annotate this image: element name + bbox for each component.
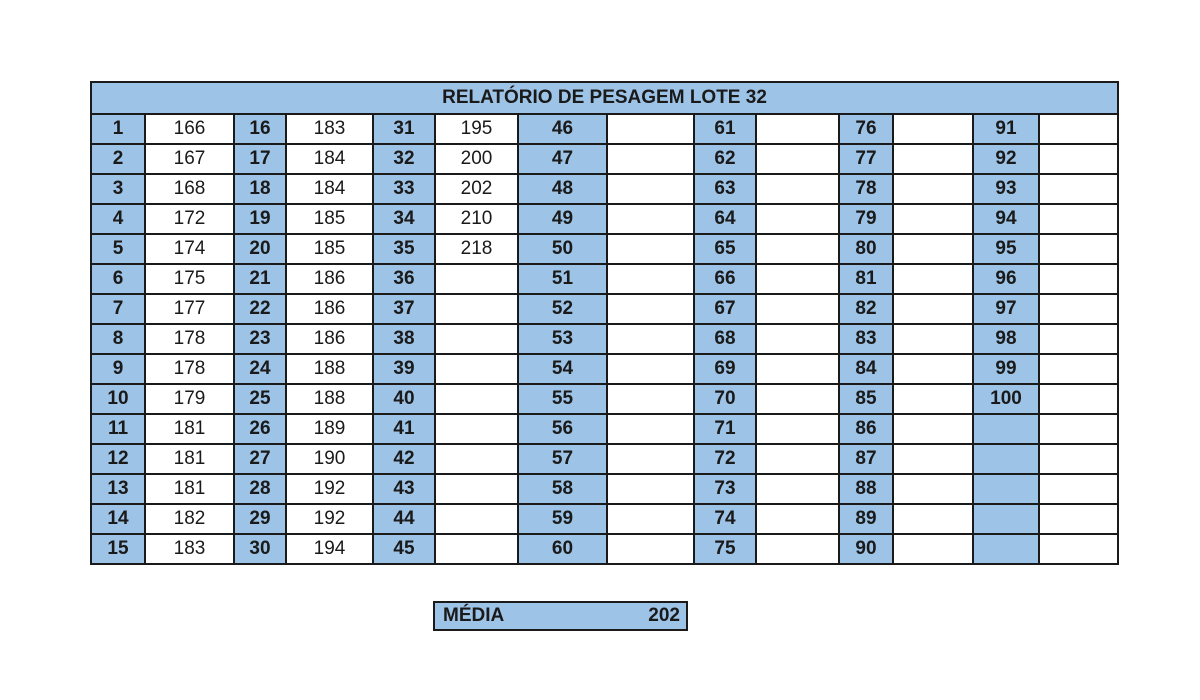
animal-number-cell: 25 (234, 384, 286, 414)
weight-value-cell (1039, 294, 1118, 324)
weight-value-cell (893, 264, 973, 294)
weight-value-cell: 181 (145, 444, 234, 474)
weight-value-cell: 200 (435, 144, 518, 174)
animal-number-cell: 68 (694, 324, 756, 354)
weight-value-cell: 167 (145, 144, 234, 174)
weight-value-cell (893, 444, 973, 474)
weight-value-cell: 188 (286, 354, 373, 384)
animal-number-cell: 80 (839, 234, 893, 264)
table-row (91, 474, 1118, 504)
weight-value-cell: 184 (286, 144, 373, 174)
animal-number-cell: 16 (234, 114, 286, 144)
weight-value-cell: 194 (286, 534, 373, 564)
table-row (91, 534, 1118, 564)
weight-value-cell (435, 534, 518, 564)
weight-value-cell (1039, 264, 1118, 294)
weight-value-cell (893, 204, 973, 234)
animal-number-cell: 83 (839, 324, 893, 354)
animal-number-cell: 60 (518, 534, 607, 564)
animal-number-cell: 84 (839, 354, 893, 384)
animal-number-cell: 61 (694, 114, 756, 144)
animal-number-cell: 40 (373, 384, 435, 414)
animal-number-cell: 42 (373, 444, 435, 474)
weight-value-cell (1039, 354, 1118, 384)
animal-number-cell (973, 504, 1039, 534)
weight-value-cell: 179 (145, 384, 234, 414)
weight-value-cell: 183 (286, 114, 373, 144)
animal-number-cell: 39 (373, 354, 435, 384)
animal-number-cell: 44 (373, 504, 435, 534)
weight-value-cell (435, 294, 518, 324)
animal-number-cell: 43 (373, 474, 435, 504)
animal-number-cell: 33 (373, 174, 435, 204)
table-row (91, 414, 1118, 444)
weight-value-cell (893, 174, 973, 204)
animal-number-cell: 52 (518, 294, 607, 324)
table-row (91, 114, 1118, 144)
weight-value-cell (893, 414, 973, 444)
animal-number-cell: 21 (234, 264, 286, 294)
animal-number-cell: 64 (694, 204, 756, 234)
animal-number-cell: 6 (91, 264, 145, 294)
animal-number-cell: 98 (973, 324, 1039, 354)
animal-number-cell (973, 444, 1039, 474)
weight-value-cell (893, 114, 973, 144)
animal-number-cell: 32 (373, 144, 435, 174)
average-summary (433, 601, 688, 631)
weight-value-cell (756, 444, 839, 474)
weight-value-cell (756, 504, 839, 534)
weight-value-cell (893, 294, 973, 324)
animal-number-cell (973, 414, 1039, 444)
animal-number-cell: 50 (518, 234, 607, 264)
weight-value-cell (435, 504, 518, 534)
weight-value-cell (435, 264, 518, 294)
animal-number-cell: 71 (694, 414, 756, 444)
weight-value-cell: 183 (145, 534, 234, 564)
weight-value-cell (756, 474, 839, 504)
weight-value-cell (1039, 384, 1118, 414)
weight-value-cell (756, 204, 839, 234)
weight-value-cell: 190 (286, 444, 373, 474)
weight-value-cell (607, 354, 694, 384)
animal-number-cell: 65 (694, 234, 756, 264)
weight-value-cell (893, 354, 973, 384)
weight-value-cell: 166 (145, 114, 234, 144)
animal-number-cell: 23 (234, 324, 286, 354)
weight-value-cell: 181 (145, 474, 234, 504)
weight-value-cell (756, 384, 839, 414)
animal-number-cell: 77 (839, 144, 893, 174)
weight-value-cell: 189 (286, 414, 373, 444)
animal-number-cell: 4 (91, 204, 145, 234)
weight-value-cell: 192 (286, 504, 373, 534)
weighing-table (90, 81, 1119, 565)
animal-number-cell: 93 (973, 174, 1039, 204)
animal-number-cell: 96 (973, 264, 1039, 294)
table-row (91, 204, 1118, 234)
animal-number-cell: 73 (694, 474, 756, 504)
weight-value-cell: 195 (435, 114, 518, 144)
animal-number-cell: 26 (234, 414, 286, 444)
animal-number-cell: 58 (518, 474, 607, 504)
weight-value-cell (756, 534, 839, 564)
animal-number-cell: 75 (694, 534, 756, 564)
weight-value-cell (893, 534, 973, 564)
animal-number-cell: 100 (973, 384, 1039, 414)
animal-number-cell: 78 (839, 174, 893, 204)
table-row (91, 384, 1118, 414)
weight-value-cell (893, 324, 973, 354)
animal-number-cell: 47 (518, 144, 607, 174)
table-row (91, 354, 1118, 384)
weight-value-cell (607, 144, 694, 174)
weight-value-cell (1039, 144, 1118, 174)
weight-value-cell (607, 534, 694, 564)
weight-value-cell: 178 (145, 354, 234, 384)
weight-value-cell (607, 444, 694, 474)
average-label: MÉDIA (443, 605, 505, 626)
weight-value-cell (1039, 504, 1118, 534)
weight-value-cell (756, 234, 839, 264)
animal-number-cell: 99 (973, 354, 1039, 384)
weight-value-cell: 177 (145, 294, 234, 324)
animal-number-cell: 29 (234, 504, 286, 534)
weight-value-cell (756, 294, 839, 324)
weight-value-cell: 181 (145, 414, 234, 444)
weight-value-cell: 186 (286, 324, 373, 354)
animal-number-cell: 94 (973, 204, 1039, 234)
animal-number-cell: 15 (91, 534, 145, 564)
weight-value-cell (1039, 534, 1118, 564)
animal-number-cell: 2 (91, 144, 145, 174)
animal-number-cell: 66 (694, 264, 756, 294)
animal-number-cell: 36 (373, 264, 435, 294)
animal-number-cell: 38 (373, 324, 435, 354)
animal-number-cell: 95 (973, 234, 1039, 264)
weight-value-cell (1039, 414, 1118, 444)
animal-number-cell: 17 (234, 144, 286, 174)
weight-value-cell (607, 174, 694, 204)
weight-value-cell (607, 504, 694, 534)
animal-number-cell: 88 (839, 474, 893, 504)
weight-value-cell (1039, 234, 1118, 264)
weight-value-cell: 168 (145, 174, 234, 204)
animal-number-cell: 8 (91, 324, 145, 354)
weight-value-cell (1039, 174, 1118, 204)
report-body (91, 114, 1118, 564)
weight-value-cell (607, 234, 694, 264)
weight-value-cell: 186 (286, 294, 373, 324)
weight-value-cell (756, 174, 839, 204)
weight-value-cell (435, 384, 518, 414)
weight-value-cell (607, 204, 694, 234)
weight-value-cell (435, 444, 518, 474)
table-row (91, 324, 1118, 354)
weight-value-cell: 188 (286, 384, 373, 414)
animal-number-cell: 34 (373, 204, 435, 234)
animal-number-cell: 76 (839, 114, 893, 144)
weight-value-cell (893, 474, 973, 504)
animal-number-cell: 37 (373, 294, 435, 324)
weight-value-cell (1039, 324, 1118, 354)
weight-value-cell: 184 (286, 174, 373, 204)
weight-value-cell: 185 (286, 204, 373, 234)
weight-value-cell (893, 234, 973, 264)
animal-number-cell: 91 (973, 114, 1039, 144)
table-row (91, 294, 1118, 324)
table-row (91, 444, 1118, 474)
weight-value-cell (756, 414, 839, 444)
animal-number-cell: 74 (694, 504, 756, 534)
animal-number-cell: 67 (694, 294, 756, 324)
animal-number-cell: 54 (518, 354, 607, 384)
weight-value-cell (756, 264, 839, 294)
animal-number-cell: 3 (91, 174, 145, 204)
animal-number-cell: 56 (518, 414, 607, 444)
animal-number-cell: 70 (694, 384, 756, 414)
animal-number-cell: 28 (234, 474, 286, 504)
weight-value-cell: 185 (286, 234, 373, 264)
weight-value-cell: 210 (435, 204, 518, 234)
weight-value-cell: 186 (286, 264, 373, 294)
weight-value-cell (435, 324, 518, 354)
animal-number-cell: 7 (91, 294, 145, 324)
animal-number-cell: 41 (373, 414, 435, 444)
weight-value-cell: 202 (435, 174, 518, 204)
animal-number-cell: 10 (91, 384, 145, 414)
weight-value-cell (607, 114, 694, 144)
weight-value-cell (893, 504, 973, 534)
table-row (91, 504, 1118, 534)
animal-number-cell: 20 (234, 234, 286, 264)
report-title: RELATÓRIO DE PESAGEM LOTE 32 (91, 82, 1118, 114)
table-row (91, 264, 1118, 294)
animal-number-cell: 5 (91, 234, 145, 264)
weight-value-cell (1039, 204, 1118, 234)
weight-value-cell (1039, 444, 1118, 474)
animal-number-cell: 87 (839, 444, 893, 474)
animal-number-cell: 55 (518, 384, 607, 414)
weight-value-cell (893, 384, 973, 414)
animal-number-cell: 90 (839, 534, 893, 564)
animal-number-cell: 85 (839, 384, 893, 414)
animal-number-cell: 31 (373, 114, 435, 144)
animal-number-cell: 13 (91, 474, 145, 504)
weight-value-cell: 192 (286, 474, 373, 504)
weight-value-cell: 175 (145, 264, 234, 294)
weight-value-cell: 178 (145, 324, 234, 354)
animal-number-cell: 12 (91, 444, 145, 474)
animal-number-cell: 89 (839, 504, 893, 534)
table-row (91, 234, 1118, 264)
animal-number-cell: 35 (373, 234, 435, 264)
weight-value-cell (1039, 114, 1118, 144)
weight-value-cell (607, 384, 694, 414)
animal-number-cell: 9 (91, 354, 145, 384)
animal-number-cell: 27 (234, 444, 286, 474)
animal-number-cell: 49 (518, 204, 607, 234)
weight-value-cell (756, 324, 839, 354)
weight-value-cell (756, 354, 839, 384)
animal-number-cell: 79 (839, 204, 893, 234)
animal-number-cell: 82 (839, 294, 893, 324)
animal-number-cell: 11 (91, 414, 145, 444)
animal-number-cell: 48 (518, 174, 607, 204)
weight-value-cell (756, 114, 839, 144)
animal-number-cell: 62 (694, 144, 756, 174)
animal-number-cell: 69 (694, 354, 756, 384)
animal-number-cell: 97 (973, 294, 1039, 324)
weight-value-cell: 172 (145, 204, 234, 234)
weight-value-cell: 174 (145, 234, 234, 264)
animal-number-cell: 30 (234, 534, 286, 564)
animal-number-cell: 86 (839, 414, 893, 444)
weight-value-cell (893, 144, 973, 174)
weight-value-cell (607, 294, 694, 324)
animal-number-cell: 72 (694, 444, 756, 474)
weight-value-cell (756, 144, 839, 174)
weight-value-cell (607, 474, 694, 504)
animal-number-cell: 57 (518, 444, 607, 474)
animal-number-cell: 18 (234, 174, 286, 204)
weight-value-cell (607, 414, 694, 444)
weight-value-cell: 182 (145, 504, 234, 534)
weight-value-cell: 218 (435, 234, 518, 264)
animal-number-cell: 46 (518, 114, 607, 144)
table-row (91, 144, 1118, 174)
animal-number-cell: 63 (694, 174, 756, 204)
table-row (91, 174, 1118, 204)
average-value: 202 (648, 605, 680, 626)
animal-number-cell (973, 474, 1039, 504)
animal-number-cell: 19 (234, 204, 286, 234)
weight-value-cell (435, 414, 518, 444)
weight-value-cell (435, 354, 518, 384)
animal-number-cell: 92 (973, 144, 1039, 174)
weight-value-cell (607, 324, 694, 354)
weight-value-cell (607, 264, 694, 294)
animal-number-cell: 53 (518, 324, 607, 354)
animal-number-cell: 24 (234, 354, 286, 384)
animal-number-cell: 45 (373, 534, 435, 564)
animal-number-cell: 51 (518, 264, 607, 294)
animal-number-cell: 14 (91, 504, 145, 534)
animal-number-cell (973, 534, 1039, 564)
weight-value-cell (435, 474, 518, 504)
animal-number-cell: 22 (234, 294, 286, 324)
animal-number-cell: 1 (91, 114, 145, 144)
weighing-report-sheet (90, 81, 1119, 565)
animal-number-cell: 81 (839, 264, 893, 294)
animal-number-cell: 59 (518, 504, 607, 534)
weight-value-cell (1039, 474, 1118, 504)
